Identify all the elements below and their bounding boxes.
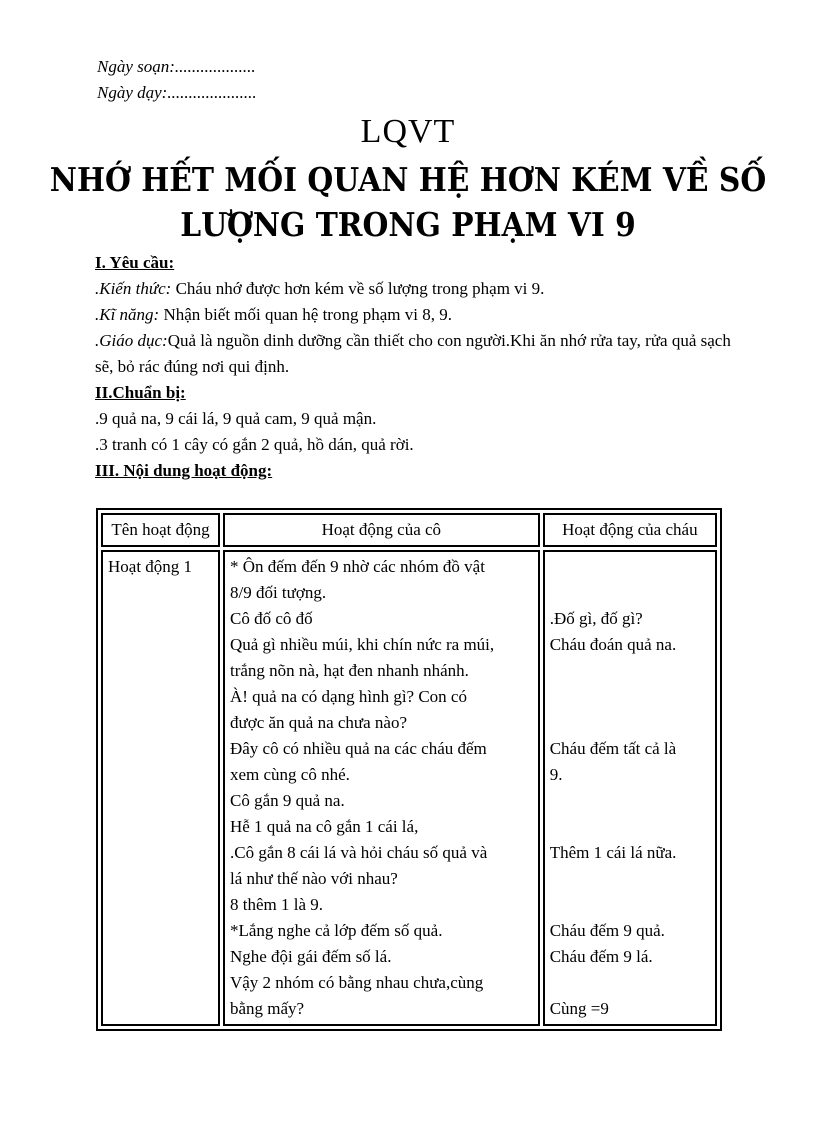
teacher-line: À! quả na có dạng hình gì? Con có [229, 687, 467, 706]
preparation-item: .9 quả na, 9 cái lá, 9 quả cam, 9 quả mận. [95, 409, 377, 428]
requirements-heading: I. Yêu cầu: [95, 253, 175, 272]
child-line [550, 554, 710, 580]
teacher-line: Quả gì nhiều múi, khi chín nức ra múi, [229, 635, 495, 654]
child-line [550, 580, 710, 606]
child-line [550, 892, 710, 918]
table-header-row [101, 513, 717, 547]
child-line: Thêm 1 cái lá nữa. [549, 843, 677, 862]
child-line: Cháu đếm 9 lá. [549, 947, 653, 966]
header-child-activity: Hoạt động của cháu [543, 513, 717, 547]
child-line: 9. [549, 765, 563, 784]
requirement-knowledge: .Kiến thức: Cháu nhớ được hơn kém về số lượng trong phạm vi 9. [95, 279, 545, 298]
child-line [550, 814, 710, 840]
child-line: Cháu đếm 9 quả. [549, 921, 665, 940]
teacher-line: Đây cô có nhiều quả na các cháu đếm [229, 739, 487, 758]
teacher-line: 8 thêm 1 là 9. [229, 895, 323, 914]
child-line: Cùng =9 [549, 999, 609, 1018]
date-prepared: Ngày soạn:................... [97, 57, 256, 76]
content-heading: III. Nội dung hoạt động: [95, 461, 273, 480]
requirement-skill: .Kĩ năng: Nhận biết mối quan hệ trong phạm vi 8, 9. [95, 305, 452, 324]
activity-table [96, 508, 722, 1031]
header-activity-name: Tên hoạt động [101, 513, 220, 547]
teacher-line: lá như thế nào với nhau? [229, 869, 398, 888]
teacher-line: *Lắng nghe cả lớp đếm số quả. [229, 921, 443, 940]
teacher-line: được ăn quả na chưa nào? [229, 713, 408, 732]
subject-title: LQVT [360, 113, 456, 150]
preparation-heading: II.Chuẩn bị: [95, 383, 186, 402]
teacher-line: trắng nõn nà, hạt đen nhanh nhánh. [229, 661, 469, 680]
requirements-section [95, 250, 735, 484]
child-line [550, 658, 710, 684]
teacher-line: xem cùng cô nhé. [229, 765, 350, 784]
header-teacher-activity: Hoạt động của cô [223, 513, 540, 547]
teacher-line: Nghe đội gái đếm số lá. [229, 947, 392, 966]
teacher-line: * Ôn đếm đến 9 nhờ các nhóm đồ vật [229, 557, 485, 576]
child-line [550, 684, 710, 710]
teacher-line: Vậy 2 nhóm có bằng nhau chưa,cùng [229, 973, 484, 992]
teacher-line: bằng mấy? [229, 999, 305, 1018]
preparation-item: .3 tranh có 1 cây có gắn 2 quả, hồ dán, quả rời. [95, 435, 414, 454]
child-line: Cháu đoán quả na. [549, 635, 677, 654]
teacher-line: .Cô gắn 8 cái lá và hỏi cháu số quả và [229, 843, 488, 862]
lesson-title-line-2: LƯỢNG TRONG PHẠM VI 9 [180, 205, 636, 244]
date-taught: Ngày dạy:..................... [97, 83, 257, 102]
child-line [550, 970, 710, 996]
teacher-line: Hễ 1 quả na cô gắn 1 cái lá, [229, 817, 419, 836]
child-activity-cell [543, 550, 717, 1026]
table-row [101, 550, 717, 1026]
lesson-title-line-1: NHỚ HẾT MỐI QUAN HỆ HƠN KÉM VỀ SỐ [49, 160, 767, 199]
teacher-line: Cô gắn 9 quả na. [229, 791, 345, 810]
child-line: Cháu đếm tất cả là [549, 739, 677, 758]
teacher-line: Cô đố cô đố [229, 609, 313, 628]
child-line [550, 866, 710, 892]
child-line [550, 788, 710, 814]
teacher-line: 8/9 đối tượng. [229, 583, 327, 602]
teacher-activity-cell [223, 550, 540, 1026]
child-line [550, 710, 710, 736]
requirement-education: .Giáo dục:Quả là nguồn dinh dưỡng cần thiết cho con người.Khi ăn nhớ rửa tay, rửa quả sạch sẽ, bỏ rác đúng nơi qui định. [95, 331, 731, 376]
child-line: .Đố gì, đố gì? [549, 609, 643, 628]
activity-name-cell: Hoạt động 1 [101, 550, 220, 1026]
